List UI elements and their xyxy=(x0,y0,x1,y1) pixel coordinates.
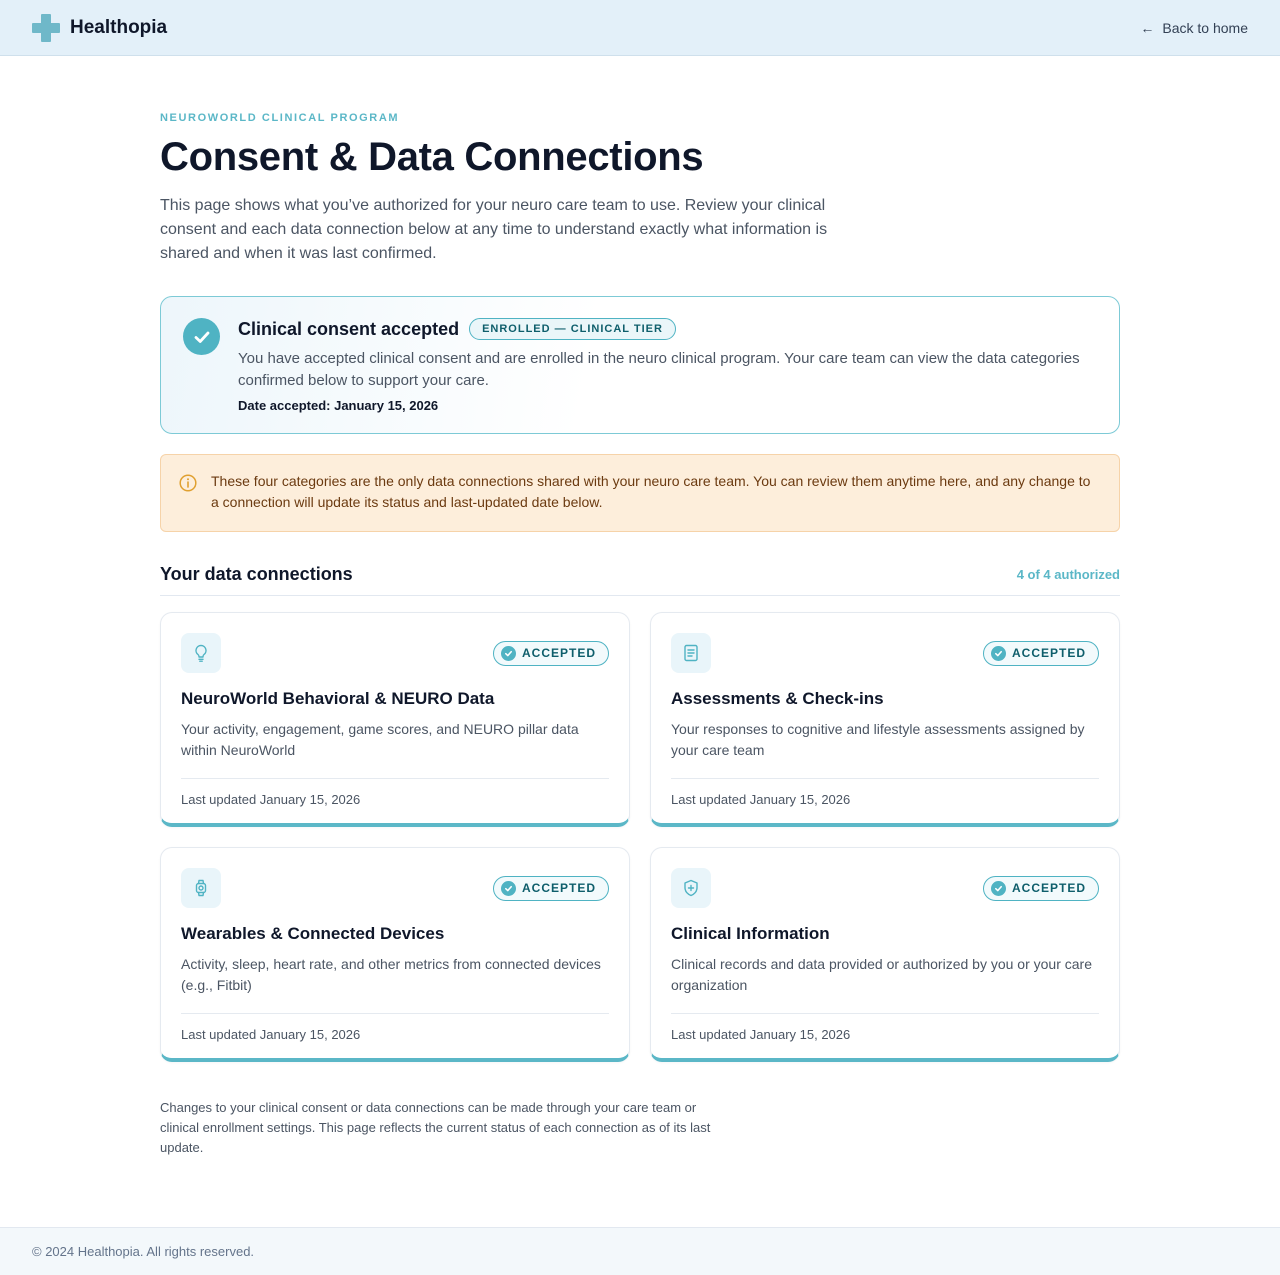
check-icon xyxy=(501,881,516,896)
arrow-left-icon: ← xyxy=(1140,19,1155,36)
connection-title: Clinical Information xyxy=(671,924,830,943)
copyright-text: © 2024 Healthopia. All rights reserved. xyxy=(32,1244,255,1259)
connections-grid xyxy=(160,612,1120,1062)
connection-description: Clinical records and data provided or authorized by you or your care organization xyxy=(671,956,1093,993)
consent-title: Clinical consent accepted xyxy=(238,318,460,339)
brand[interactable] xyxy=(32,14,167,42)
watch-icon xyxy=(181,868,221,908)
connection-title: NeuroWorld Behavioral & NEURO Data xyxy=(181,689,495,708)
notice-text: These four categories are the only data connections shared with your neuro care team. You can review them anytime here, and any change to a connection will update its status and last-updated date below. xyxy=(211,473,1091,510)
lightbulb-icon xyxy=(181,633,221,673)
accepted-badge xyxy=(493,641,609,666)
connection-card-neuroworld[interactable] xyxy=(160,612,630,827)
connection-description: Your responses to cognitive and lifestyle assessments assigned by your care team xyxy=(671,721,1085,758)
consent-description: You have accepted clinical consent and are enrolled in the neuro clinical program. Your care team can view the data categories confirmed below to support your care. xyxy=(238,350,1080,389)
connection-description: Activity, sleep, heart rate, and other metrics from connected devices (e.g., Fitbit) xyxy=(181,956,601,993)
check-icon xyxy=(991,646,1006,661)
page-footer xyxy=(0,1227,1280,1275)
main-content xyxy=(160,56,1120,1158)
card-divider xyxy=(671,778,1099,779)
accepted-badge xyxy=(983,876,1099,901)
back-to-home-label: Back to home xyxy=(1162,19,1248,36)
connection-last-updated: Last updated January 15, 2026 xyxy=(671,1027,851,1042)
authorized-count: 4 of 4 authorized xyxy=(1016,567,1120,582)
check-circle-icon xyxy=(183,318,220,355)
accepted-badge xyxy=(983,641,1099,666)
page-title: Consent & Data Connections xyxy=(160,135,704,179)
page-intro: This page shows what you’ve authorized for your neuro care team to use. Review your clinical consent and each data connection below at any time to understand exactly what information is shared and when it was last confirmed. xyxy=(160,197,828,262)
connection-last-updated: Last updated January 15, 2026 xyxy=(181,792,361,807)
footnote: Changes to your clinical consent or data connections can be made through your care team or clinical enrollment settings. This page reflects the current status of each connection as of its last update. xyxy=(160,1100,711,1155)
card-divider xyxy=(181,778,609,779)
connection-card-clinical[interactable] xyxy=(650,847,1120,1062)
enrollment-tier-badge: ENROLLED — CLINICAL TIER xyxy=(469,318,676,340)
accepted-label: ACCEPTED xyxy=(521,881,596,895)
check-icon xyxy=(991,881,1006,896)
accepted-label: ACCEPTED xyxy=(521,646,596,660)
connection-title: Assessments & Check-ins xyxy=(671,689,884,708)
card-divider xyxy=(671,1013,1099,1014)
connections-title: Your data connections xyxy=(160,564,353,584)
shield-plus-icon xyxy=(671,868,711,908)
connection-last-updated: Last updated January 15, 2026 xyxy=(671,792,851,807)
info-icon xyxy=(179,474,197,492)
accepted-label: ACCEPTED xyxy=(1011,646,1086,660)
check-icon xyxy=(501,646,516,661)
back-to-home-link[interactable] xyxy=(1140,20,1248,36)
connection-title: Wearables & Connected Devices xyxy=(181,924,445,943)
info-notice xyxy=(160,454,1120,532)
connection-last-updated: Last updated January 15, 2026 xyxy=(181,1027,361,1042)
document-icon xyxy=(671,633,711,673)
accepted-label: ACCEPTED xyxy=(1011,881,1086,895)
brand-name: Healthopia xyxy=(70,16,168,38)
accepted-badge xyxy=(493,876,609,901)
page-eyebrow: NEUROWORLD CLINICAL PROGRAM xyxy=(160,112,400,124)
connections-section-header xyxy=(160,564,1120,596)
connection-description: Your activity, engagement, game scores, and NEURO pillar data within NeuroWorld xyxy=(181,721,579,758)
card-divider xyxy=(181,1013,609,1014)
consent-status-card xyxy=(160,296,1120,434)
connection-card-wearables[interactable] xyxy=(160,847,630,1062)
consent-date: Date accepted: January 15, 2026 xyxy=(238,398,439,413)
connection-card-assessments[interactable] xyxy=(650,612,1120,827)
top-bar xyxy=(0,0,1280,56)
healthopia-cross-logo xyxy=(32,14,60,42)
